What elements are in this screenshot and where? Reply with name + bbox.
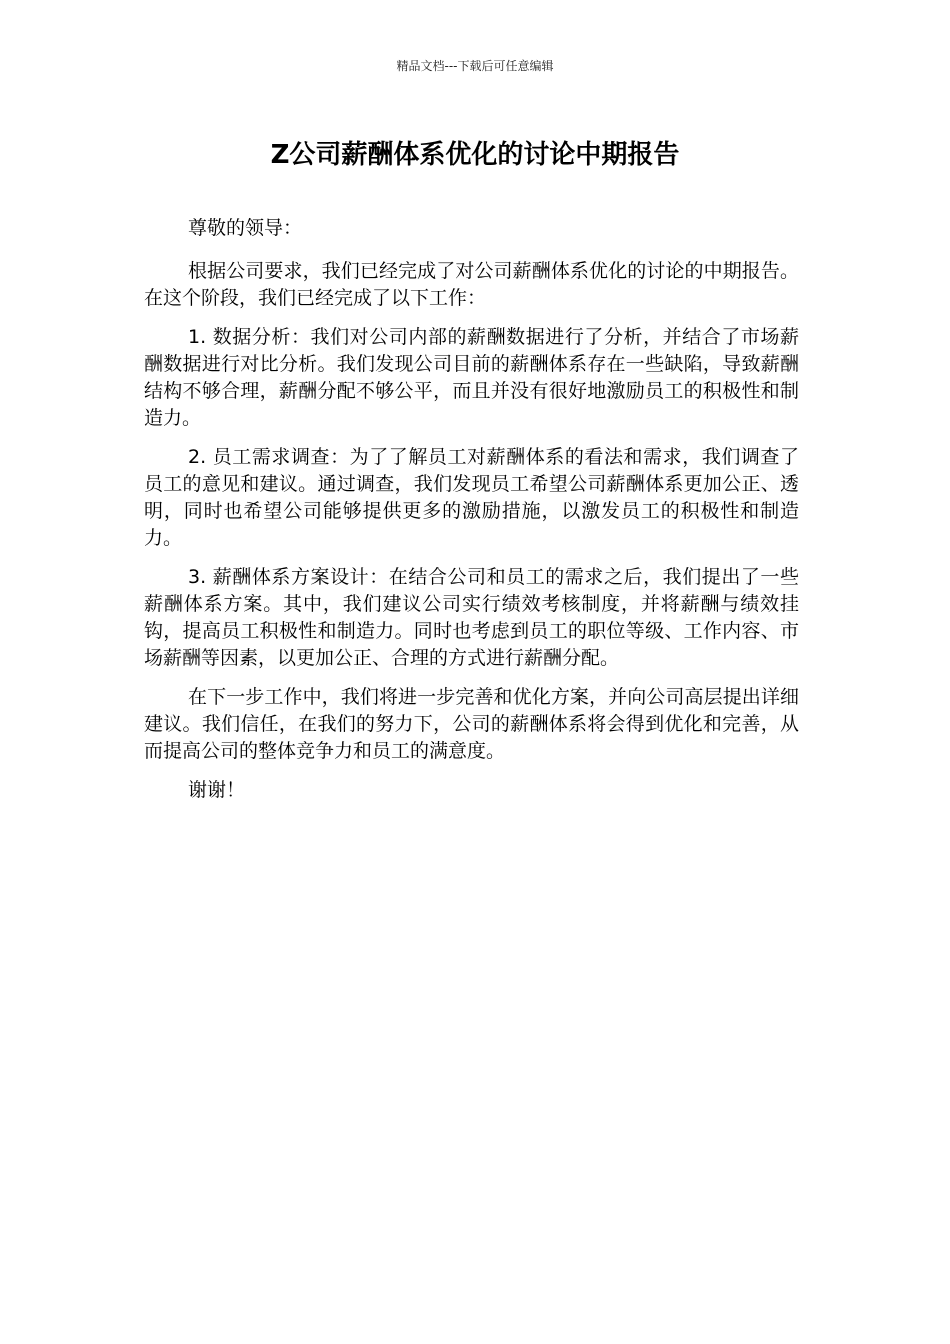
header-note: 精品文档---下载后可任意编辑 [396, 59, 554, 73]
employee-survey-paragraph: 2. 员工需求调查：为了了解员工对薪酬体系的看法和需求，我们调查了员工的意见和建议。通过调查，我们发现员工希望公司薪酬体系更加公正、透明，同时也希望公司能够提供更多的激励措施，以激发员工的积极性和制造力。 [144, 446, 799, 549]
next-steps-paragraph: 在下一步工作中，我们将进一步完善和优化方案，并向公司高层提出详细建议。我们信任，在我们的努力下，公司的薪酬体系将会得到优化和完善，从而提高公司的整体竞争力和员工的满意度。 [144, 686, 799, 762]
intro-paragraph: 根据公司要求，我们已经完成了对公司薪酬体系优化的讨论的中期报告。在这个阶段，我们已经完成了以下工作： [144, 260, 799, 309]
greeting-paragraph: 尊敬的领导： [188, 217, 303, 239]
data-analysis-paragraph: 1. 数据分析：我们对公司内部的薪酬数据进行了分析，并结合了市场薪酬数据进行对比分析。我们发现公司目前的薪酬体系存在一些缺陷，导致薪酬结构不够合理，薪酬分配不够公平，而且并没有很好地激励员工的积极性和制造力。 [144, 326, 799, 429]
thanks-paragraph: 谢谢！ [188, 779, 246, 801]
plan-design-paragraph: 3. 薪酬体系方案设计：在结合公司和员工的需求之后，我们提出了一些薪酬体系方案。其中，我们建议公司实行绩效考核制度，并将薪酬与绩效挂钩，提高员工积极性和制造力。同时也考虑到员工的职位等级、工作内容、市场薪酬等因素，以更加公正、合理的方式进行薪酬分配。 [144, 566, 799, 669]
document-title: Z公司薪酬体系优化的讨论中期报告 [270, 140, 680, 170]
document-body [144, 215, 799, 816]
